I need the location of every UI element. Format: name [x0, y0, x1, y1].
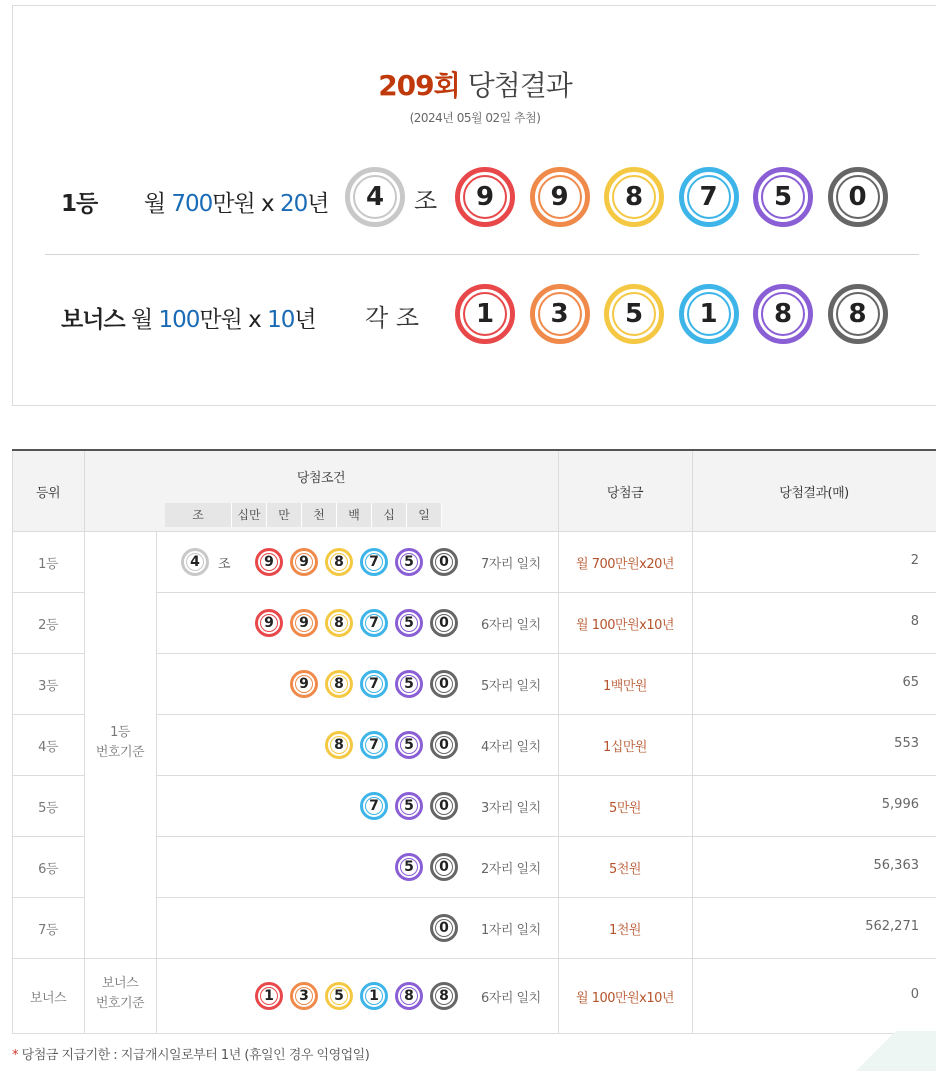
- first-prize-label: 1등 월 700만원 x 20년: [61, 191, 329, 217]
- grid-line: [156, 897, 936, 898]
- draw-summary-panel: [12, 5, 936, 406]
- result-number-ball: 9: [255, 548, 283, 576]
- result-number-ball: 8: [325, 731, 353, 759]
- header-condition: 당첨조건: [84, 467, 558, 486]
- prize-amount: 1천원: [609, 922, 641, 938]
- match-condition: 5자리 일치: [481, 678, 541, 694]
- winner-count: 65: [902, 674, 919, 690]
- draw-date: (2024년 05월 02일 추첨): [409, 111, 541, 125]
- digit-header-cell: 일: [407, 503, 442, 527]
- digit-header-cell: 조: [165, 503, 232, 527]
- winner-count: 56,363: [873, 857, 919, 873]
- rank-cell: 6등: [38, 861, 58, 877]
- result-number-ball: 5: [395, 548, 423, 576]
- round-number: 209회: [378, 69, 460, 102]
- result-number-ball: 9: [290, 609, 318, 637]
- first-number-ball: 0: [828, 167, 888, 227]
- bonus-prize-label: 보너스 월 100만원 x 10년: [61, 307, 316, 333]
- prize-amount: 5천원: [609, 861, 641, 877]
- bonus-rank: 보너스: [61, 307, 125, 333]
- result-number-ball: 0: [430, 792, 458, 820]
- result-number-ball: 8: [430, 982, 458, 1010]
- bonus-number-ball: 8: [828, 284, 888, 344]
- result-number-ball: 0: [430, 914, 458, 942]
- bonus-number-ball: 5: [604, 284, 664, 344]
- grid-line: [84, 451, 85, 1033]
- prize-amount: 월 100만원x10년: [576, 617, 674, 633]
- first-number-ball: 9: [455, 167, 515, 227]
- result-number-ball: 0: [430, 548, 458, 576]
- result-group-ball: 4: [181, 548, 209, 576]
- grid-line: [156, 653, 936, 654]
- grid-line: [12, 653, 84, 654]
- result-number-ball: 7: [360, 731, 388, 759]
- result-number-ball: 9: [255, 609, 283, 637]
- result-number-ball: 5: [395, 670, 423, 698]
- rank-cell: 3등: [38, 678, 58, 694]
- result-number-ball: 5: [325, 982, 353, 1010]
- match-condition: 7자리 일치: [481, 556, 541, 572]
- result-number-ball: 7: [360, 670, 388, 698]
- bonus-number-ball: 8: [753, 284, 813, 344]
- winner-count: 0: [910, 986, 919, 1002]
- grid-line: [156, 714, 936, 715]
- digit-header-cell: 백: [337, 503, 372, 527]
- payment-deadline-note: * 당첨금 지급기한 : 지급개시일로부터 1년 (휴일인 경우 익영업일): [12, 1048, 370, 1063]
- rank-cell: 7등: [38, 922, 58, 938]
- result-number-ball: 7: [360, 609, 388, 637]
- result-number-ball: 5: [395, 731, 423, 759]
- rank-cell: 보너스: [29, 990, 67, 1006]
- result-number-ball: 7: [360, 548, 388, 576]
- divider: [45, 254, 919, 255]
- title-label: 당첨결과: [467, 69, 572, 102]
- result-number-ball: 0: [430, 731, 458, 759]
- page-title: [13, 64, 936, 104]
- result-number-ball: 9: [290, 670, 318, 698]
- match-condition: 3자리 일치: [481, 800, 541, 816]
- grid-line: [558, 451, 559, 1033]
- bonus-group-label-cell: 보너스 번호기준: [95, 976, 145, 1011]
- rank-cell: 4등: [38, 739, 58, 755]
- first-number-ball: 9: [530, 167, 590, 227]
- header-result: 당첨결과(매): [692, 451, 936, 531]
- match-condition: 6자리 일치: [481, 990, 541, 1006]
- winner-count: 553: [894, 735, 919, 751]
- result-number-ball: 1: [360, 982, 388, 1010]
- winner-count: 8: [910, 613, 919, 629]
- match-condition: 1자리 일치: [481, 922, 541, 938]
- result-number-ball: 0: [430, 853, 458, 881]
- grid-line: [12, 1033, 936, 1034]
- digit-header-cell: 천: [302, 503, 337, 527]
- grid-line: [12, 958, 936, 959]
- result-number-ball: 9: [290, 548, 318, 576]
- grid-line: [156, 531, 157, 1033]
- digit-header-cell: 십만: [232, 503, 267, 527]
- result-number-ball: 1: [255, 982, 283, 1010]
- first-number-ball: 5: [753, 167, 813, 227]
- result-number-ball: 8: [325, 609, 353, 637]
- header-rank: 등위: [12, 451, 84, 531]
- first-group-ball: 4: [345, 167, 405, 227]
- result-number-ball: 8: [395, 982, 423, 1010]
- digit-header: [165, 503, 442, 527]
- first-number-ball: 7: [679, 167, 739, 227]
- match-condition: 2자리 일치: [481, 861, 541, 877]
- header-prize: 당첨금: [558, 451, 692, 531]
- match-condition: 6자리 일치: [481, 617, 541, 633]
- rank-cell: 2등: [38, 617, 58, 633]
- result-number-ball: 5: [395, 792, 423, 820]
- first-rank: 1등: [61, 191, 98, 217]
- grid-line: [12, 714, 84, 715]
- first-number-ball: 8: [604, 167, 664, 227]
- match-condition: 4자리 일치: [481, 739, 541, 755]
- result-number-ball: 0: [430, 670, 458, 698]
- grid-line: [12, 775, 84, 776]
- grid-line: [156, 775, 936, 776]
- grid-line: [156, 592, 936, 593]
- result-number-ball: 8: [325, 548, 353, 576]
- first-group-suffix: 조: [414, 187, 438, 215]
- prize-amount: 1백만원: [603, 678, 647, 694]
- bonus-group-label: 각 조: [365, 304, 419, 332]
- grid-line: [12, 897, 84, 898]
- winner-count: 2: [910, 552, 919, 568]
- winner-count: 562,271: [865, 918, 919, 934]
- digit-header-cell: 십: [372, 503, 407, 527]
- rank-cell: 1등: [38, 556, 58, 572]
- winner-count: 5,996: [881, 796, 919, 812]
- result-number-ball: 8: [325, 670, 353, 698]
- grid-line: [692, 451, 693, 1033]
- grid-line: [156, 836, 936, 837]
- prize-amount: 월 100만원x10년: [576, 990, 674, 1006]
- result-number-ball: 7: [360, 792, 388, 820]
- prize-amount: 1십만원: [603, 739, 647, 755]
- grid-line: [12, 836, 84, 837]
- grid-line: [12, 592, 84, 593]
- result-number-ball: 0: [430, 609, 458, 637]
- prize-amount: 5만원: [609, 800, 641, 816]
- bonus-number-ball: 1: [455, 284, 515, 344]
- result-number-ball: 3: [290, 982, 318, 1010]
- digit-header-cell: 만: [267, 503, 302, 527]
- group-label: 1등 번호기준: [95, 725, 145, 760]
- grid-line: [12, 531, 936, 532]
- bonus-number-ball: 3: [530, 284, 590, 344]
- prize-amount: 월 700만원x20년: [576, 556, 674, 572]
- corner-decoration: [816, 1031, 936, 1071]
- result-group-suffix: 조: [218, 556, 231, 572]
- rank-cell: 5등: [38, 800, 58, 816]
- bonus-number-ball: 1: [679, 284, 739, 344]
- results-table: [12, 449, 936, 1031]
- grid-line: [12, 451, 13, 1033]
- result-number-ball: 5: [395, 853, 423, 881]
- result-number-ball: 5: [395, 609, 423, 637]
